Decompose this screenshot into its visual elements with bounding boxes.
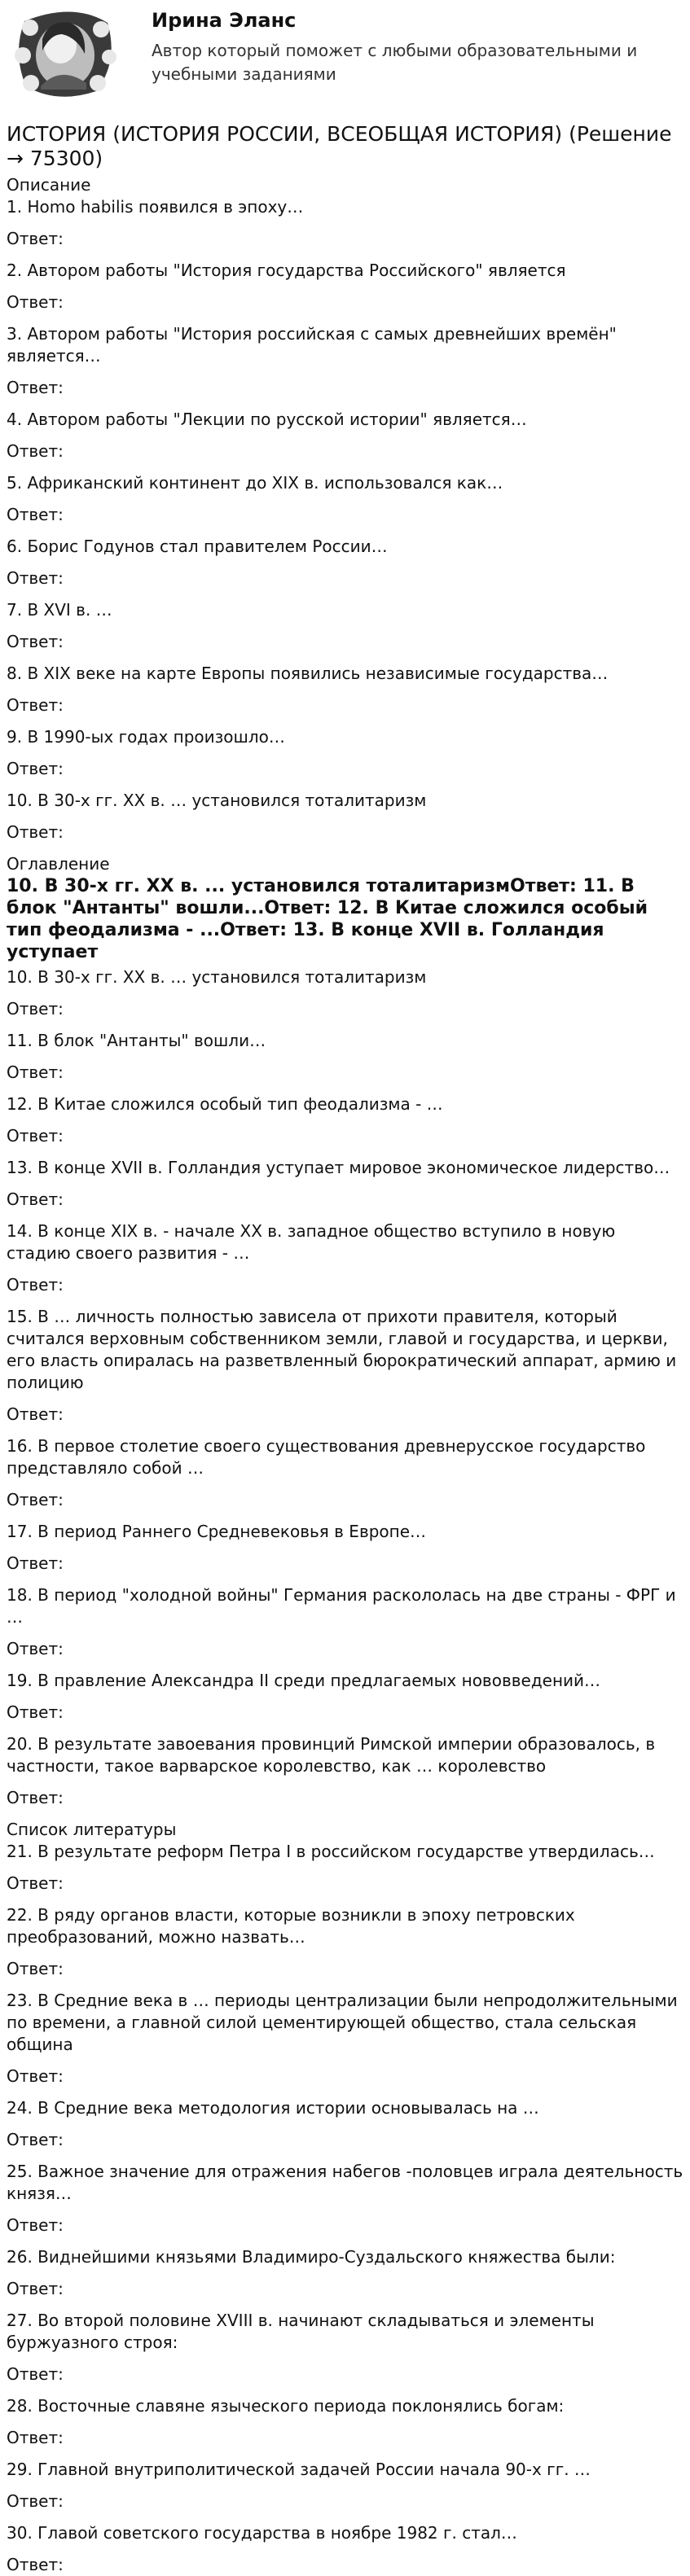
question-item: 12. В Китае сложился особый тип феодализма - … (7, 1094, 443, 1114)
question-item: 20. В результате завоевания провинций Римской империи образовалось, в частности, такое варварское королевство, как … королевство (7, 1734, 656, 1776)
answer-label: Ответ: (7, 1189, 64, 1209)
answer-label: Ответ: (7, 2555, 64, 2574)
author-description: Автор который поможет с любыми образовательными и учебными заданиями (152, 41, 638, 84)
question-item: 19. В правление Александра II среди предлагаемых нововведений… (7, 1671, 601, 1690)
answer-label: Ответ: (7, 822, 64, 842)
question-item: 27. Во второй половине XVIII в. начинают складываться и элементы буржуазного строя: (7, 2311, 595, 2352)
question-item: 1. Homo habilis появился в эпоху… (7, 197, 304, 217)
answer-label: Ответ: (7, 2491, 64, 2511)
question-item: 3. Автором работы "История российская с самых древнейших времён" является… (7, 324, 617, 366)
question-item: 14. В конце XIX в. - начале XX в. западное общество вступило в новую стадию своего развития - … (7, 1221, 616, 1263)
answer-label: Ответ: (7, 1553, 64, 1573)
answer-label: Ответ: (7, 568, 64, 588)
answer-label: Ответ: (7, 2428, 64, 2447)
question-item: 30. Главой советского государства в ноябре 1982 г. стал… (7, 2523, 517, 2543)
answer-label: Ответ: (7, 695, 64, 715)
question-item: 6. Борис Годунов стал правителем России… (7, 537, 388, 556)
question-item: 7. В XVI в. … (7, 600, 112, 620)
answer-label: Ответ: (7, 1404, 64, 1424)
toc-label: Оглавление (7, 854, 110, 874)
answer-label: Ответ: (7, 378, 64, 397)
answer-label: Ответ: (7, 1490, 64, 1509)
question-item: 5. Африканский континент до XIX в. использовался как… (7, 473, 503, 493)
answer-label: Ответ: (7, 632, 64, 651)
author-name[interactable]: Ирина Эланс (152, 9, 297, 32)
literature-question-list (7, 1841, 683, 2576)
question-item: 10. В 30-х гг. XX в. … установился тоталитаризм (7, 967, 427, 987)
answer-label: Ответ: (7, 1639, 64, 1658)
answer-label: Ответ: (7, 505, 64, 524)
question-item: 25. Важное значение для отражения набегов -половцев играла деятельность князя… (7, 2162, 683, 2203)
question-item: 26. Виднейшими князьями Владимиро-Суздальского княжества были: (7, 2247, 616, 2267)
answer-label: Ответ: (7, 2066, 64, 2086)
description-label: Описание (7, 175, 91, 195)
answer-label: Ответ: (7, 1959, 64, 1978)
question-item: 22. В ряду органов власти, которые возникли в эпоху петровских преобразований, можно назвать… (7, 1905, 575, 1947)
answer-label: Ответ: (7, 999, 64, 1019)
question-item: 10. В 30-х гг. XX в. … установился тоталитаризм (7, 791, 427, 810)
question-item: 28. Восточные славяне языческого периода поклонялись богам: (7, 2396, 565, 2416)
question-item: 21. В результате реформ Петра I в российском государстве утвердилась… (7, 1842, 655, 1861)
question-item: 23. В Средние века в … периоды централизации были непродолжительными по времени, а главной силой цементирующей общество, стала сельская община (7, 1991, 678, 2054)
author-avatar[interactable] (8, 5, 122, 103)
answer-label: Ответ: (7, 292, 64, 312)
answer-label: Ответ: (7, 2215, 64, 2235)
question-item: 9. В 1990-ых годах произошло… (7, 727, 285, 747)
question-item: 8. В XIX веке на карте Европы появились независимые государства… (7, 664, 609, 683)
question-item: 29. Главной внутриполитической задачей России начала 90-х гг. … (7, 2460, 591, 2479)
question-item: 16. В первое столетие своего существования древнерусское государство представляло собой … (7, 1436, 646, 1478)
document-body (0, 122, 690, 2576)
answer-label: Ответ: (7, 1788, 64, 1807)
answer-label: Ответ: (7, 1275, 64, 1295)
question-item: 2. Автором работы "История государства Российского" является (7, 261, 566, 280)
answer-label: Ответ: (7, 759, 64, 778)
document-title: ИСТОРИЯ (ИСТОРИЯ РОССИИ, ВСЕОБЩАЯ ИСТОРИЯ) (Решение → 75300) (7, 122, 672, 170)
literature-label: Список литературы (7, 1820, 177, 1839)
answer-label: Ответ: (7, 1062, 64, 1082)
answer-label: Ответ: (7, 2279, 64, 2298)
answer-label: Ответ: (7, 2364, 64, 2384)
answer-label: Ответ: (7, 2130, 64, 2149)
author-header (0, 0, 690, 122)
question-item: 18. В период "холодной войны" Германия раскололась на две страны - ФРГ и … (7, 1585, 676, 1627)
answer-label: Ответ: (7, 1126, 64, 1146)
question-item: 4. Автором работы "Лекции по русской истории" является… (7, 410, 527, 429)
answer-label: Ответ: (7, 441, 64, 461)
question-item: 11. В блок "Антанты" вошли… (7, 1031, 266, 1050)
description-question-list (7, 196, 683, 843)
question-item: 24. В Средние века методология истории основывалась на … (7, 2098, 539, 2118)
question-item: 15. В … личность полностью зависела от прихоти правителя, который считался верховным собственником земли, главой и государства, и церкви, его власть опиралась на разветвленный бюрократический аппарат, армию и полицию (7, 1307, 677, 1392)
answer-label: Ответ: (7, 1702, 64, 1722)
toc-question-list (7, 966, 683, 1809)
toc-heading: 10. В 30-х гг. XX в. ... установился тоталитаризмОтвет: 11. В блок "Антанты" вошли...Ответ: 12. В Китае сложился особый тип феодализма - ...Ответ: 13. В конце XVII в. Голландия уступает (7, 876, 648, 962)
answer-label: Ответ: (7, 229, 64, 248)
question-item: 13. В конце XVII в. Голландия уступает мировое экономическое лидерство… (7, 1158, 670, 1177)
question-item: 17. В период Раннего Средневековья в Европе… (7, 1522, 427, 1541)
answer-label: Ответ: (7, 1873, 64, 1893)
